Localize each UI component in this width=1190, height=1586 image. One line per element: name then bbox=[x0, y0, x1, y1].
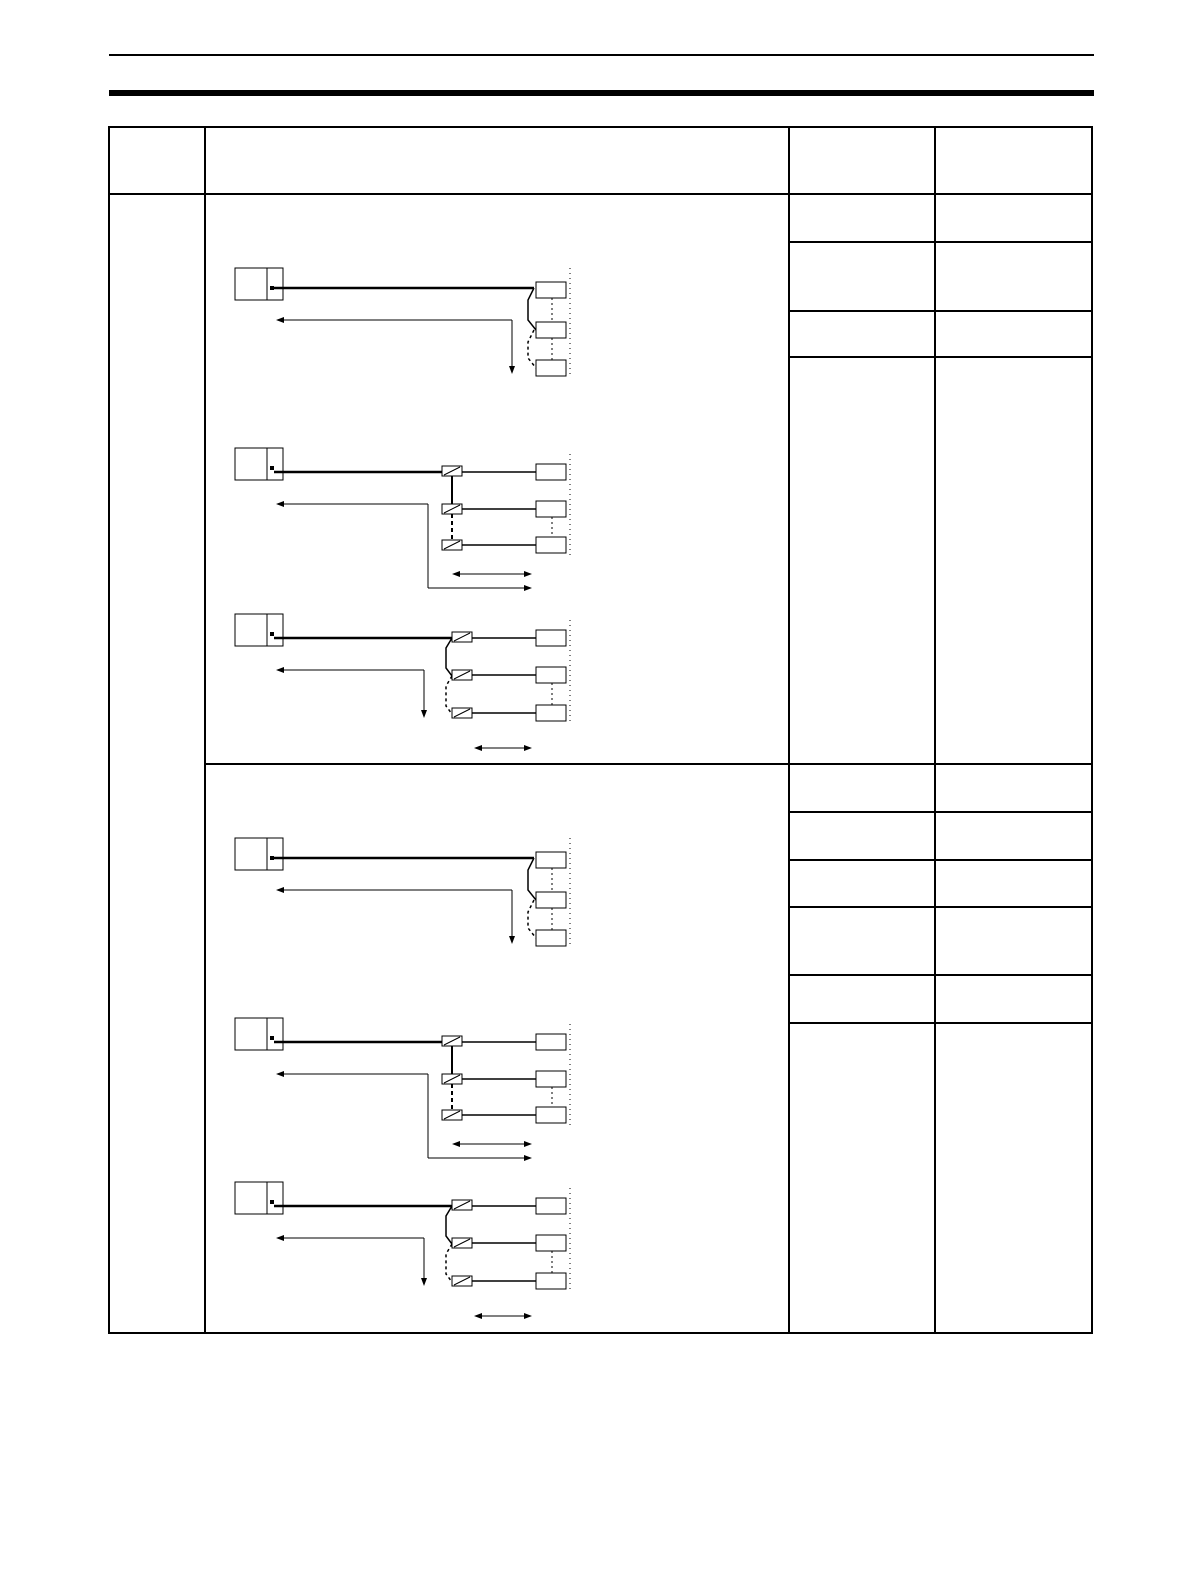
slave-unit-icon bbox=[536, 282, 566, 298]
arrow-icon bbox=[276, 887, 512, 893]
network-diagram-converter-multidrop bbox=[230, 606, 600, 766]
arrow-icon bbox=[509, 890, 515, 944]
slave-unit-icon bbox=[536, 930, 566, 946]
slave-unit-icon bbox=[536, 464, 566, 480]
converter-unit-icon bbox=[442, 540, 462, 550]
converter-unit-icon bbox=[452, 708, 472, 718]
arrow-icon bbox=[276, 317, 512, 323]
arrow-icon bbox=[421, 1238, 427, 1286]
network-diagram-multidrop bbox=[230, 260, 600, 380]
col-divider-3 bbox=[934, 126, 936, 1334]
slave-unit-icon bbox=[536, 1034, 566, 1050]
arrow-icon bbox=[452, 1141, 532, 1147]
cpu-unit-icon bbox=[235, 614, 283, 646]
arrow-icon bbox=[276, 667, 424, 673]
header-rule-thick bbox=[109, 90, 1094, 96]
slave-unit-icon bbox=[536, 322, 566, 338]
slave-unit-icon bbox=[536, 1235, 566, 1251]
header-row-divider bbox=[108, 193, 1093, 195]
spec-divider bbox=[788, 310, 1093, 312]
col-divider-2 bbox=[788, 126, 790, 1334]
converter-unit-icon bbox=[442, 1110, 462, 1120]
arrow-icon bbox=[509, 320, 515, 374]
slave-unit-icon bbox=[536, 360, 566, 376]
cpu-unit-icon bbox=[235, 1182, 283, 1214]
converter-unit-icon bbox=[442, 466, 462, 476]
spec-divider bbox=[788, 1022, 1093, 1024]
arrow-icon bbox=[474, 745, 532, 751]
slave-unit-icon bbox=[536, 705, 566, 721]
spec-divider bbox=[788, 356, 1093, 358]
spec-divider bbox=[788, 859, 1093, 861]
network-diagram-converter-star bbox=[230, 440, 600, 600]
col-divider-1 bbox=[204, 126, 206, 1334]
arrow-icon bbox=[276, 1235, 424, 1241]
arrow-icon bbox=[421, 670, 427, 718]
slave-unit-icon bbox=[536, 537, 566, 553]
arrow-icon bbox=[276, 501, 428, 507]
network-diagram-multidrop bbox=[230, 830, 600, 950]
spec-divider bbox=[788, 811, 1093, 813]
cpu-unit-icon bbox=[235, 448, 283, 480]
slave-unit-icon bbox=[536, 1273, 566, 1289]
spec-divider bbox=[788, 906, 1093, 908]
converter-unit-icon bbox=[442, 1036, 462, 1046]
slave-unit-icon bbox=[536, 1198, 566, 1214]
converter-unit-icon bbox=[452, 670, 472, 680]
slave-unit-icon bbox=[536, 630, 566, 646]
converter-unit-icon bbox=[442, 504, 462, 514]
converter-unit-icon bbox=[452, 632, 472, 642]
converter-unit-icon bbox=[452, 1200, 472, 1210]
arrow-icon bbox=[474, 1313, 532, 1319]
spec-divider bbox=[788, 974, 1093, 976]
converter-unit-icon bbox=[452, 1238, 472, 1248]
slave-unit-icon bbox=[536, 852, 566, 868]
arrow-icon bbox=[428, 1155, 532, 1161]
network-diagram-converter-multidrop bbox=[230, 1174, 600, 1334]
converter-unit-icon bbox=[452, 1276, 472, 1286]
cpu-unit-icon bbox=[235, 838, 283, 870]
header-rule-thin bbox=[109, 54, 1094, 56]
network-diagram-converter-star bbox=[230, 1010, 600, 1170]
slave-unit-icon bbox=[536, 667, 566, 683]
slave-unit-icon bbox=[536, 892, 566, 908]
arrow-icon bbox=[276, 1071, 428, 1077]
slave-unit-icon bbox=[536, 1107, 566, 1123]
cpu-unit-icon bbox=[235, 1018, 283, 1050]
arrow-icon bbox=[428, 585, 532, 591]
slave-unit-icon bbox=[536, 501, 566, 517]
converter-unit-icon bbox=[442, 1074, 462, 1084]
slave-unit-icon bbox=[536, 1071, 566, 1087]
spec-divider bbox=[788, 241, 1093, 243]
cpu-unit-icon bbox=[235, 268, 283, 300]
arrow-icon bbox=[452, 571, 532, 577]
